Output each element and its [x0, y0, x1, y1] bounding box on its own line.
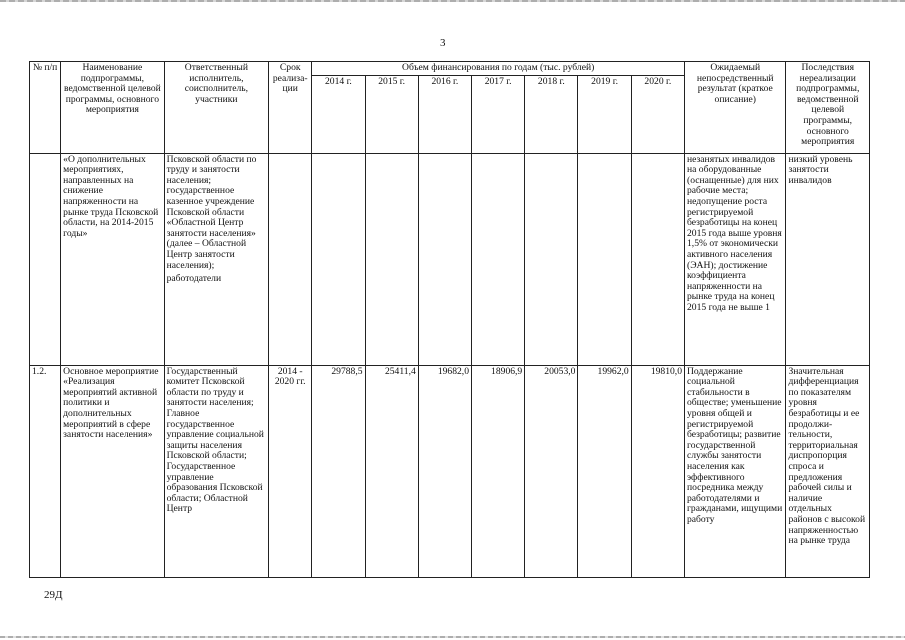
page-number: 3 [440, 37, 446, 49]
row-expected: Поддержание социальной стабильности в обществе; уменьшение уровня общей и регистрируемой безработицы; развитие государственной службы занятости населения как эффективного посредника между работодателями и гражданами, ищущими работу [685, 365, 786, 577]
row-responsible-extra: работодатели [166, 273, 222, 285]
header-year: 2015 г. [365, 75, 418, 153]
header-year: 2016 г. [418, 75, 471, 153]
header-funding-group: Объем финансирования по годам (тыс. рублей) [312, 62, 685, 76]
table-header-row-1 [30, 62, 870, 76]
row-value [578, 153, 631, 365]
row-term: 2014 - 2020 гг. [269, 365, 312, 577]
header-year: 2019 г. [578, 75, 631, 153]
scan-bottom-edge [0, 636, 905, 638]
header-term: Срок реализа-ции [269, 62, 312, 154]
row-value [631, 153, 684, 365]
row-name: «О дополнительных мероприятиях, направленных на снижение напряженности на рынке труда Псковской области, на 2014-2015 годы» [61, 153, 164, 365]
table-row [30, 153, 870, 365]
scan-top-edge [0, 0, 905, 2]
row-num: 1.2. [30, 365, 61, 577]
header-num: № п/п [30, 62, 61, 154]
row-responsible-text: Псковской области по труду и занятости населения; государственное казенное учреждение Псковской области «Областной Центр занятости населения» (далее – Областной Центр занятости населения); [166, 153, 257, 271]
row-value: 19962,0 [578, 365, 631, 577]
funding-table [29, 61, 870, 578]
row-value [525, 153, 578, 365]
row-responsible-text: Государственный комитет Псковской области по труду и занятости населения; Главное государственное управление социальной защиты населения Псковской области; Государственное управление образования Псковской области; Областной Центр [166, 365, 264, 515]
header-expected: Ожидаемый непосредственный результат (краткое описание) [685, 62, 786, 154]
header-year: 2020 г. [631, 75, 684, 153]
row-consequences: Значительная дифференциация по показателям уровня безработицы и ее продолжи-тельности, территориальная диспропорция спроса и предложения рабочей силы и наличие отдельных районов с высокой напряженностью на рынке труда [786, 365, 870, 577]
row-term [269, 153, 312, 365]
row-value [312, 153, 365, 365]
header-year: 2014 г. [312, 75, 365, 153]
row-value [472, 153, 525, 365]
footer-code: 29Д [44, 589, 63, 601]
row-value: 20053,0 [525, 365, 578, 577]
row-value: 25411,4 [365, 365, 418, 577]
row-expected: незанятых инвалидов на оборудованные (оснащенные) для них рабочие места; недопущение роста регистрируемой безработицы на конец 2015 года выше уровня 1,5% от экономически активного населения (ЭАН); достижение коэффициента напряженности на рынке труда на конец 2015 года не выше 1 [685, 153, 786, 365]
row-value [418, 153, 471, 365]
row-value: 18906,9 [472, 365, 525, 577]
row-consequences: низкий уровень занятости инвалидов [786, 153, 870, 365]
row-value [365, 153, 418, 365]
row-num [30, 153, 61, 365]
row-responsible [164, 153, 268, 365]
header-year: 2017 г. [472, 75, 525, 153]
table-row [30, 365, 870, 577]
row-value: 29788,5 [312, 365, 365, 577]
row-name: Основное мероприятие «Реализация мероприятий активной политики и дополнительных мероприятий в сфере занятости населения» [61, 365, 164, 577]
header-consequences: Последствия нереализации подпрограммы, ведомственной целевой программы, основного мероприятия [786, 62, 870, 154]
header-responsible: Ответственный исполнитель, соисполнитель, участники [164, 62, 268, 154]
row-value: 19810,0 [631, 365, 684, 577]
row-value: 19682,0 [418, 365, 471, 577]
header-year: 2018 г. [525, 75, 578, 153]
row-responsible [164, 365, 268, 577]
header-name: Наименование подпрограммы, ведомственной целевой программы, основного мероприятия [61, 62, 164, 154]
